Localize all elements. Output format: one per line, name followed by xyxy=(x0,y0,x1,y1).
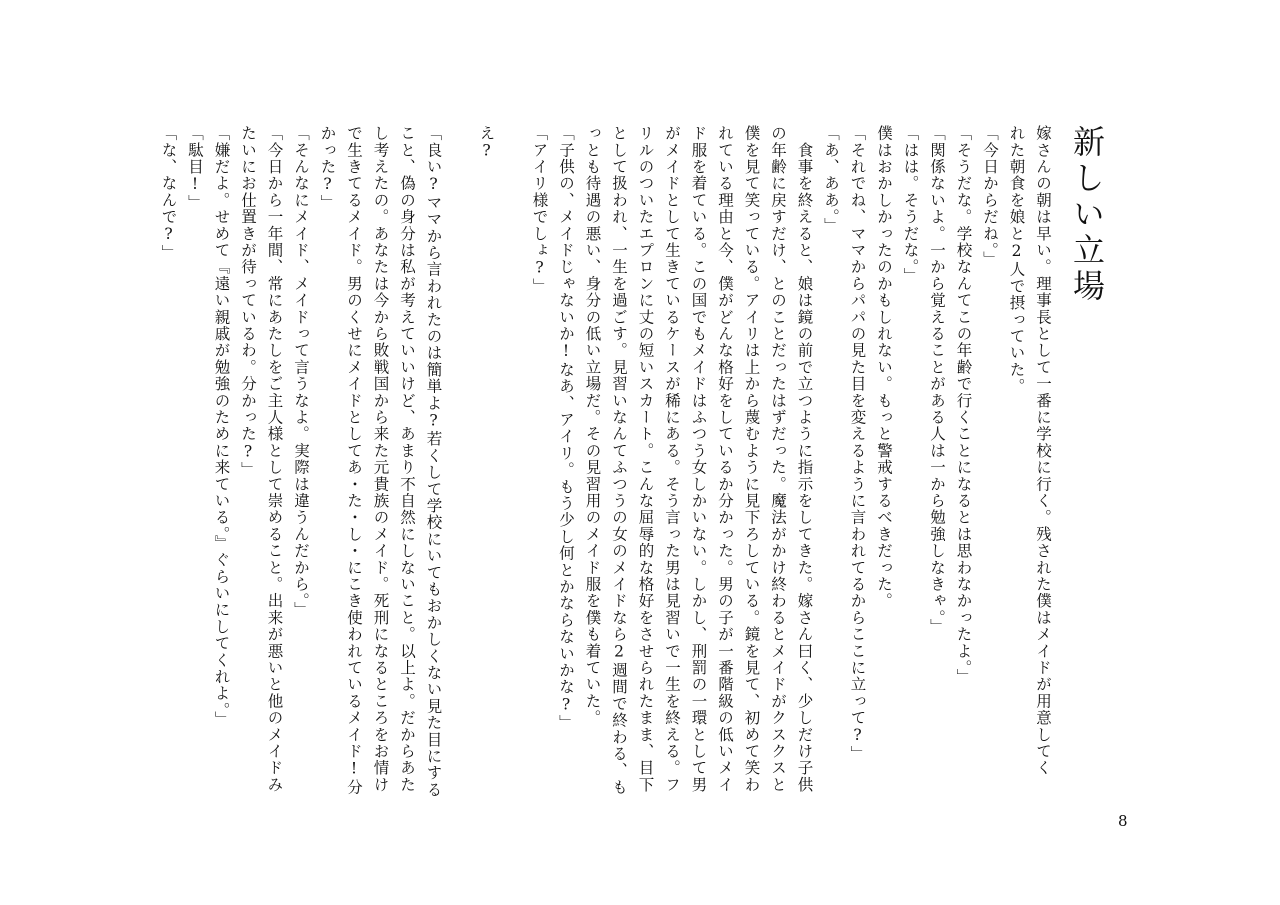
text-line: 「そうだな。学校なんてこの年齢で行くことになるとは思わなかったよ。」 xyxy=(954,125,973,686)
text-line: 「駄目!」 xyxy=(186,125,204,211)
text-line: し考えたの。あなたは今から敗戦国から来た元貴族のメイド。死刑になるところをお情け xyxy=(371,125,390,793)
text-line: 「な、なんで?」 xyxy=(159,125,178,262)
text-line: ド服を着ている。この国でもメイドはふつう女しかいない。しかし、刑罰の一環として男 xyxy=(689,125,708,793)
text-line: れた朝食を娘と2人で摂っていた。 xyxy=(1007,125,1026,395)
text-line: れている理由と今、僕がどんな格好をしているか分かった。男の子が一番階級の低いメイ xyxy=(716,125,734,793)
text-line: 「良い?ママから言われたのは簡単よ?若くして学校にいてもおかしくない見た目にする xyxy=(424,125,443,798)
blank-line xyxy=(500,125,527,785)
blank-line xyxy=(447,125,474,785)
text-line: 「あ、ああ。」 xyxy=(822,125,840,235)
text-line: 僕はおかしかったのかもしれない。もっと警戒するべきだった。 xyxy=(875,125,893,610)
text-line: として扱われ、一生を過ごす。見習いなんてふつうの女のメイドなら2週間で終わる、も xyxy=(610,125,628,796)
text-line: リルのついたエプロンに丈の短いスカート。こんな屈辱的な格好をさせられたまま、目下 xyxy=(636,125,655,793)
text-line: 食事を終えると、娘は鏡の前で立つように指示をしてきた。嫁さん曰く、少しだけ子供 xyxy=(795,125,814,793)
chapter-title: 新しい立場 xyxy=(1068,125,1106,305)
page-number: 8 xyxy=(1118,812,1128,830)
vertical-text-block xyxy=(155,125,1112,798)
text-line: 「子供の、メイドじゃないか!なあ、アイリ。もう少し何とかならないかな?」 xyxy=(557,125,575,732)
text-line: 「はは。そうだな。」 xyxy=(901,125,920,285)
text-line: で生きてるメイド。男のくせにメイドとしてあ・た・し・にこき使われているメイド!分 xyxy=(345,125,363,796)
text-line: 「今日から一年間、常にあたしをご主人様として崇めること。出来が悪いと他のメイドみ xyxy=(265,125,284,793)
text-line: 「そんなにメイド、メイドって言うなよ。実際は違うんだから。」 xyxy=(292,125,310,619)
text-line: たいにお仕置きが待っているわ。分かった?」 xyxy=(239,125,257,479)
text-line: こと、偽の身分は私が考えていいけど、あまり不自然にしないこと。以上よ。だからあた xyxy=(398,125,416,793)
text-line: 「それでね、ママからパパの見た目を変えるように言われてるからここに立って?」 xyxy=(848,125,867,763)
text-line: かった?」 xyxy=(318,125,337,211)
text-line: 「今日からだね。」 xyxy=(981,125,999,268)
text-line: え? xyxy=(477,125,496,161)
text-line: 嫁さんの朝は早い。理事長として一番に学校に行く。残された僕はメイドが用意してく xyxy=(1034,125,1052,777)
text-line: 「アイリ様でしょ?」 xyxy=(530,125,549,295)
text-line: がメイドとして生きているケースが稀にある。そう言った男は見習いで一生を終える。フ xyxy=(663,125,681,793)
text-line: っとも待遇の悪い、身分の低い立場だ。その見習用のメイド服を僕も着ていた。 xyxy=(583,125,602,727)
text-line: 僕を見て笑っている。アイリは上から蔑むように見下ろしている。鏡を見て、初めて笑わ xyxy=(742,125,761,793)
text-line: の年齢に戻すだけ、とのことだったはずだった。魔法がかけ終わるとメイドがクスクスと xyxy=(769,125,787,793)
text-line: 「嫌だよ。せめて『遠い親戚が勉強のために来ている。』ぐらいにしてくれよ。」 xyxy=(212,125,231,728)
text-line: 「関係ないよ。一から覚えることがある人は一から勉強しなきゃ。」 xyxy=(928,125,946,635)
